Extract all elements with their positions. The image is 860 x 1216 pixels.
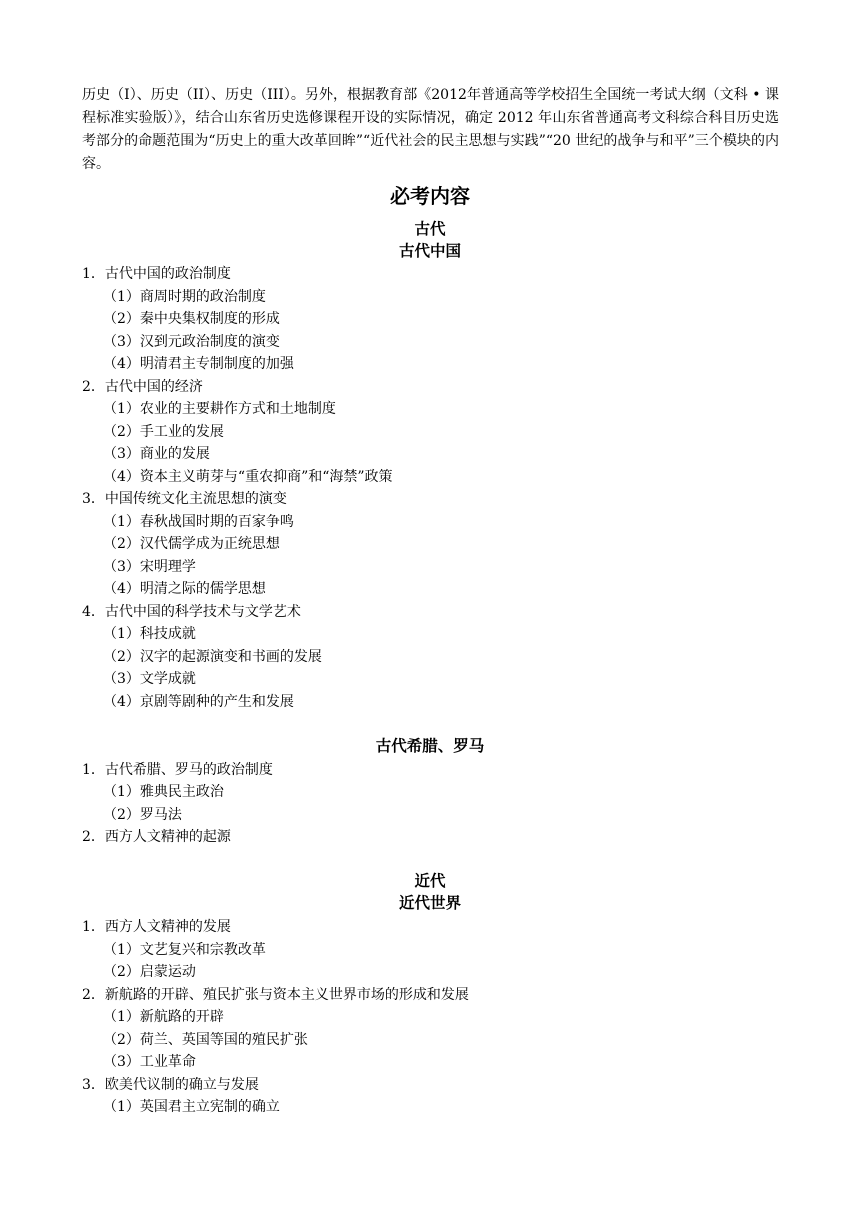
sub-list-item: （1）新航路的开辟 bbox=[103, 1009, 224, 1025]
sub-list-item: （3）汉到元政治制度的演变 bbox=[103, 334, 280, 350]
intro-text: 历史（I）、历史（II）、历史（III）。另外，根据教育部《2012年普通高等学校招生全国统一考试大纲（文科 • 课程标准实验版）》，结合山东省历史选修课程开设的实际情况，确定 2012 年山东省普通高考文科综合科目历史选考部分的命题范围为“历史上的重大改革回眸”“近代社会的民主思想与实践”“20 世纪的战争与和平”三个模块的内容。 bbox=[82, 87, 779, 172]
sub-list-item: （2）汉字的起源演变和书画的发展 bbox=[103, 649, 322, 665]
sub-list-item: （4）明清之际的儒学思想 bbox=[103, 581, 266, 597]
main-title: 必考内容 bbox=[390, 184, 470, 208]
sub-list-item: （1）雅典民主政治 bbox=[103, 784, 224, 800]
sub-list-item: （2）荷兰、英国等国的殖民扩张 bbox=[103, 1032, 308, 1048]
intro-paragraph bbox=[82, 84, 779, 176]
sub-list-item: （4）资本主义萌芽与“重农抑商”和“海禁”政策 bbox=[103, 469, 393, 485]
list-item: 2．新航路的开辟、殖民扩张与资本主义世界市场的形成和发展 bbox=[82, 987, 469, 1003]
section-title-greece-rome: 古代希腊、罗马 bbox=[375, 737, 485, 755]
sub-list-item: （2）启蒙运动 bbox=[103, 964, 196, 980]
list-item: 1．西方人文精神的发展 bbox=[82, 919, 231, 935]
sub-list-item: （1）商周时期的政治制度 bbox=[103, 289, 266, 305]
list-item: 3．中国传统文化主流思想的演变 bbox=[82, 491, 287, 507]
era-title-ancient: 古代 bbox=[414, 220, 446, 238]
sub-list-item: （3）宋明理学 bbox=[103, 559, 196, 575]
section-title-ancient-china: 古代中国 bbox=[398, 242, 461, 260]
list-item: 2．古代中国的经济 bbox=[82, 379, 203, 395]
sub-list-item: （3）工业革命 bbox=[103, 1054, 196, 1070]
sub-list-item: （1）科技成就 bbox=[103, 626, 196, 642]
sub-list-item: （1）英国君主立宪制的确立 bbox=[103, 1099, 280, 1115]
sub-list-item: （1）农业的主要耕作方式和土地制度 bbox=[103, 401, 336, 417]
era-title-modern: 近代 bbox=[414, 872, 446, 890]
sub-list-item: （4）京剧等剧种的产生和发展 bbox=[103, 694, 294, 710]
section-title-modern-world: 近代世界 bbox=[398, 894, 461, 912]
sub-list-item: （2）汉代儒学成为正统思想 bbox=[103, 536, 280, 552]
list-item: 3．欧美代议制的确立与发展 bbox=[82, 1077, 259, 1093]
sub-list-item: （2）秦中央集权制度的形成 bbox=[103, 311, 280, 327]
sub-list-item: （3）文学成就 bbox=[103, 671, 196, 687]
sub-list-item: （2）手工业的发展 bbox=[103, 424, 224, 440]
list-item: 1．古代希腊、罗马的政治制度 bbox=[82, 762, 273, 778]
sub-list-item: （3）商业的发展 bbox=[103, 446, 210, 462]
list-item: 4．古代中国的科学技术与文学艺术 bbox=[82, 604, 301, 620]
list-item: 2．西方人文精神的起源 bbox=[82, 829, 231, 845]
sub-list-item: （1）文艺复兴和宗教改革 bbox=[103, 942, 266, 958]
list-item: 1．古代中国的政治制度 bbox=[82, 266, 231, 282]
sub-list-item: （4）明清君主专制制度的加强 bbox=[103, 356, 294, 372]
sub-list-item: （2）罗马法 bbox=[103, 807, 182, 823]
sub-list-item: （1）春秋战国时期的百家争鸣 bbox=[103, 514, 294, 530]
